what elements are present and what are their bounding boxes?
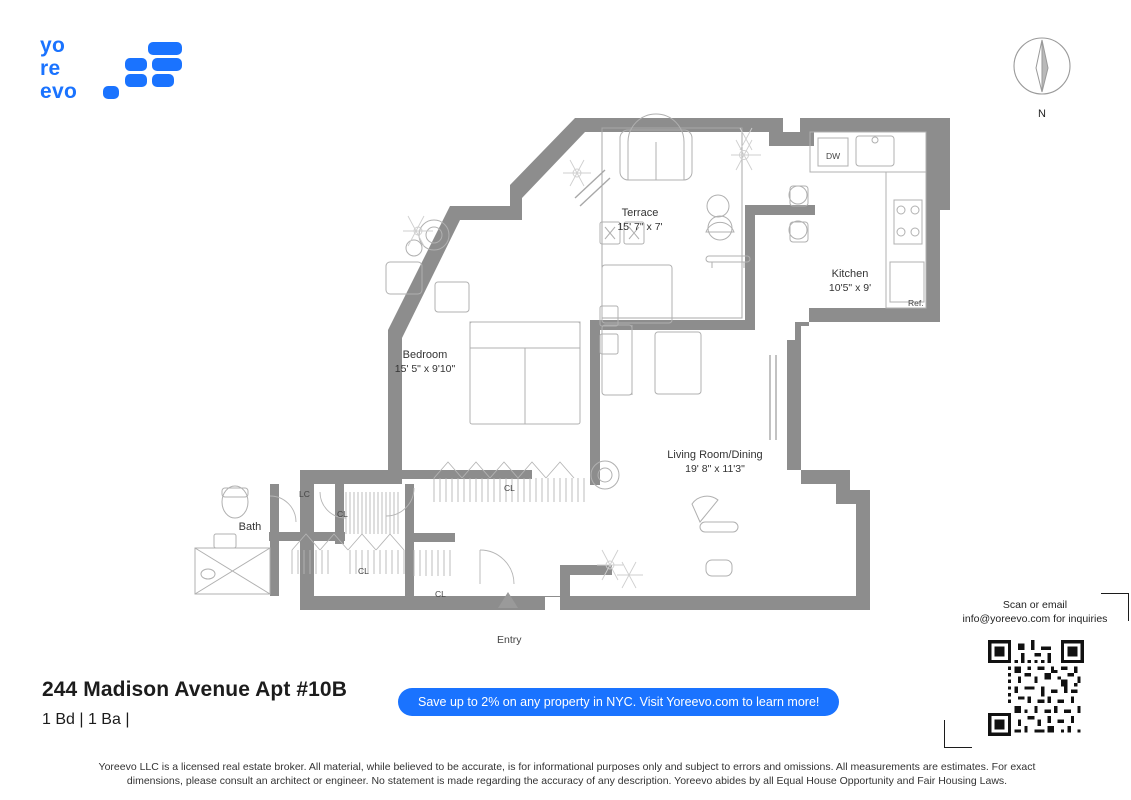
marker-entry: Entry (497, 634, 522, 646)
logo-line-3: evo (40, 80, 78, 103)
marker-linen-closet: LC (299, 489, 310, 499)
marker-refrigerator: Ref. (908, 298, 924, 308)
room-label-kitchen: Kitchen 10'5" x 9' (828, 268, 872, 294)
room-label-terrace: Terrace 15' 7" x 7' (617, 207, 663, 233)
marker-closet-2: CL (504, 483, 515, 493)
qr-frame-corner-bottom-left (944, 720, 972, 748)
marker-closet-4: CL (435, 589, 446, 599)
beds-baths-label: 1 Bd | 1 Ba | (42, 711, 130, 728)
scan-line-1: Scan or email (1002, 599, 1068, 611)
marker-closet-1: CL (337, 509, 348, 519)
page-title: 244 Madison Avenue Apt #10B (42, 678, 347, 701)
room-label-bath: Bath (238, 521, 262, 533)
floorplan-drawing (150, 110, 990, 655)
qr-code[interactable] (988, 640, 1084, 736)
logo-line-1: yo (40, 34, 66, 57)
cta-button[interactable]: Save up to 2% on any property in NYC. Visit Yoreevo.com to learn more! (398, 688, 839, 716)
marker-closet-3: CL (358, 566, 369, 576)
scan-line-2: info@yoreevo.com for inquiries (962, 613, 1108, 625)
marker-dishwasher: DW (826, 151, 841, 161)
legal-disclaimer: Yoreevo LLC is a licensed real estate broker. All material, while believed to be accurate, is for informational purposes only and subject to errors and omissions. All measurements are estimates. For exact dimensions, please consult an architect or engineer. No statement is made regarding the accuracy of any description. Yoreevo abides by all Equal House Opportunity and Fair Housing Laws. (98, 761, 1036, 787)
yoreevo-logo (40, 34, 190, 106)
qr-frame-corner-top-right (1101, 593, 1129, 621)
logo-wordmark (40, 34, 77, 103)
compass-north-label: N (1038, 108, 1046, 120)
room-label-living-dining: Living Room/Dining 19' 8" x 11'3" (667, 449, 763, 475)
compass-rose-icon (1012, 36, 1072, 96)
logo-line-2: re (40, 57, 61, 80)
room-label-bedroom: Bedroom 15' 5" x 9'10" (394, 349, 456, 375)
